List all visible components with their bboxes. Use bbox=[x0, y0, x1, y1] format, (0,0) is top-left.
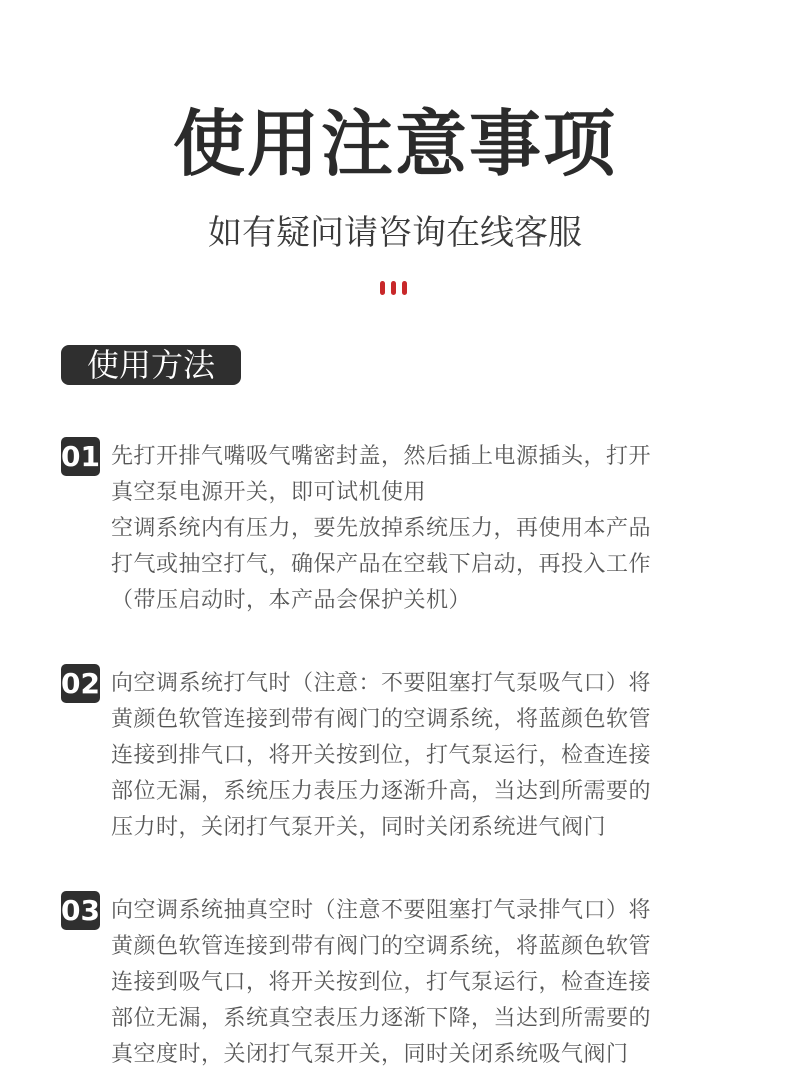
step-text-line: 空调系统内有压力，要先放掉系统压力，再使用本产品 bbox=[111, 516, 652, 541]
step-text-line: 连接到排气口，将开关按到位，打气泵运行，检查连接 bbox=[111, 743, 652, 768]
step-text-line: 真空泵电源开关，即可试机使用 bbox=[111, 480, 427, 505]
step-text-line: 打气或抽空打气，确保产品在空载下启动，再投入工作 bbox=[111, 552, 652, 577]
step-number-badge: 03 bbox=[61, 891, 100, 930]
step-text-line: 压力时，关闭打气泵开关，同时关闭系统进气阀门 bbox=[111, 815, 607, 840]
page-title: 使用注意事项 bbox=[172, 102, 617, 186]
step-number-badge: 02 bbox=[61, 664, 100, 703]
dot-icon bbox=[402, 281, 407, 295]
step-text-line: 黄颜色软管连接到带有阀门的空调系统，将蓝颜色软管 bbox=[111, 934, 652, 959]
step-text-line: （带压启动时，本产品会保护关机） bbox=[111, 588, 472, 613]
step-text-line: 向空调系统抽真空时（注意不要阻塞打气录排气口）将 bbox=[111, 898, 652, 923]
step-text-line: 向空调系统打气时（注意：不要阻塞打气泵吸气口）将 bbox=[111, 671, 652, 696]
step-text bbox=[111, 893, 691, 1073]
step-text-line: 部位无漏，系统真空表压力逐渐下降，当达到所需要的 bbox=[111, 1006, 652, 1031]
step-text-line: 连接到吸气口，将开关按到位，打气泵运行，检查连接 bbox=[111, 970, 652, 995]
step-text-line: 真空度时，关闭打气泵开关，同时关闭系统吸气阀门 bbox=[111, 1042, 629, 1067]
step-text bbox=[111, 666, 691, 846]
step-number-badge: 01 bbox=[61, 437, 100, 476]
step-text-line: 部位无漏，系统压力表压力逐渐升高，当达到所需要的 bbox=[111, 779, 652, 804]
step-text bbox=[111, 439, 691, 619]
page-subtitle: 如有疑问请咨询在线客服 bbox=[208, 213, 582, 253]
decorative-dots bbox=[380, 281, 410, 295]
dot-icon bbox=[380, 281, 385, 295]
step-text-line: 先打开排气嘴吸气嘴密封盖，然后插上电源插头，打开 bbox=[111, 444, 652, 469]
step-text-line: 黄颜色软管连接到带有阀门的空调系统，将蓝颜色软管 bbox=[111, 707, 652, 732]
section-label: 使用方法 bbox=[61, 345, 241, 385]
dot-icon bbox=[391, 281, 396, 295]
